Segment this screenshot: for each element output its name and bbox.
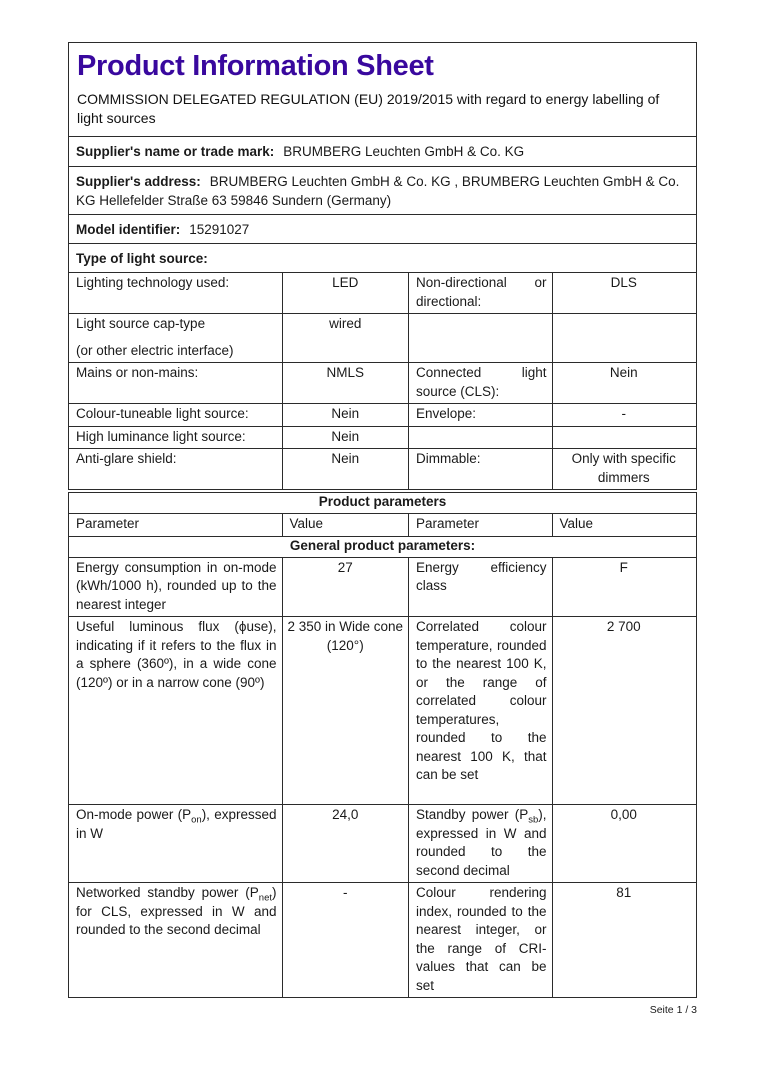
type-of-light-source-row [69, 243, 696, 272]
page-number: Seite 1 / 3 [649, 1004, 697, 1016]
param-value: wired [282, 314, 409, 362]
param-label: Networked standby power $(P_{net})$ for CLS, expressed in W and rounded to the second decimal [76, 885, 277, 938]
model-identifier-label: Model identifier: [76, 222, 181, 238]
param-value: Nein [282, 404, 409, 426]
param-label: Mains or non-mains: [76, 365, 199, 381]
param-label: Lighting technology used: [76, 275, 230, 291]
param-label: Energy consumption in on-mode (kWh/1000 h), rounded up to the nearest integer [76, 559, 277, 612]
param-value: DLS [552, 273, 696, 313]
table-row [69, 616, 696, 804]
table-row [69, 557, 696, 617]
table-row [69, 403, 696, 426]
supplier-name-row [69, 136, 696, 166]
table-row [69, 362, 696, 403]
table-row [69, 882, 696, 997]
param-value: 24,0 [282, 805, 409, 882]
model-identifier-value: 15291027 [189, 222, 250, 238]
supplier-name-value: BRUMBERG Leuchten GmbH & Co. KG [283, 144, 525, 160]
param-label: On-mode power $(P_{on})$, expressed in W [76, 807, 277, 841]
table-row [69, 313, 696, 362]
param-value: 0,00 [552, 805, 696, 882]
param-label: Standby power $(P_{sb})$, expressed in W and rounded to the second decimal [408, 805, 552, 882]
column-header-row [69, 513, 696, 536]
param-label: Colour-tuneable light source: [76, 406, 249, 422]
param-value: F [552, 558, 696, 617]
param-value [552, 427, 696, 449]
param-value: - [552, 404, 696, 426]
param-label: Dimmable: [408, 449, 552, 489]
param-label: Energy efficiency class [408, 558, 552, 617]
param-value: NMLS [282, 363, 409, 403]
column-header: Value [552, 514, 696, 536]
param-label: Anti-glare shield: [76, 451, 177, 467]
param-label: Envelope: [408, 404, 552, 426]
param-label: Useful luminous flux (ϕuse), indicating if it refers to the flux in a sphere (360º), in a wide cone (120º) or in a narrow cone (90º) [76, 619, 277, 690]
table-row [69, 804, 696, 882]
param-label: Correlated colour temperature, rounded to the nearest 100 K, or the range of correlated colour temperatures, rounded to the nearest 100 K, that can be set [408, 617, 552, 804]
param-value [552, 314, 696, 362]
column-header: Value [282, 514, 409, 536]
supplier-address-label: Supplier's address: [76, 174, 201, 190]
general-parameters-heading: General product parameters: [69, 536, 696, 557]
regulation-text: COMMISSION DELEGATED REGULATION (EU) 2019/2015 with regard to energy labelling of light sources [77, 91, 660, 126]
param-value: - [282, 883, 409, 997]
param-value: 2 700 [552, 617, 696, 804]
type-of-light-source-label: Type of light source: [76, 251, 208, 267]
param-value: 27 [282, 558, 409, 617]
param-value: LED [282, 273, 409, 313]
param-value: Nein [282, 449, 409, 489]
param-label: Light source cap-type (or other electric interface) [76, 316, 234, 358]
param-label [408, 314, 552, 362]
table-row [69, 426, 696, 449]
param-value: 2 350 in Wide cone (120°) [282, 617, 409, 804]
param-label: Connected light source (CLS): [408, 363, 552, 403]
param-label: Non-directional or directional: [408, 273, 552, 313]
param-value: Nein [282, 427, 409, 449]
param-value: Nein [552, 363, 696, 403]
header-and-type-table [68, 42, 697, 490]
table-row [69, 448, 696, 489]
supplier-address-row [69, 166, 696, 214]
param-label: Colour rendering index, rounded to the nearest integer, or the range of CRI-values that can be set [408, 883, 552, 997]
column-header: Parameter [408, 514, 552, 536]
product-information-sheet [68, 42, 697, 998]
column-header: Parameter [76, 516, 140, 532]
product-parameters-table [68, 492, 697, 998]
model-identifier-row [69, 214, 696, 243]
title-block [69, 43, 696, 136]
supplier-name-label: Supplier's name or trade mark: [76, 144, 275, 160]
param-label [408, 427, 552, 449]
param-value: Only with specific dimmers [552, 449, 696, 489]
param-label: High luminance light source: [76, 428, 246, 444]
table-row [69, 272, 696, 313]
param-value: 81 [552, 883, 696, 997]
page-title: Product Information Sheet [77, 50, 434, 82]
supplier-address-value: BRUMBERG Leuchten GmbH & Co. KG , BRUMBERG Leuchten GmbH & Co. KG Hellefelder Straße 63 59846 Sundern (Germany) [76, 174, 680, 209]
product-parameters-heading: Product parameters [318, 494, 447, 510]
